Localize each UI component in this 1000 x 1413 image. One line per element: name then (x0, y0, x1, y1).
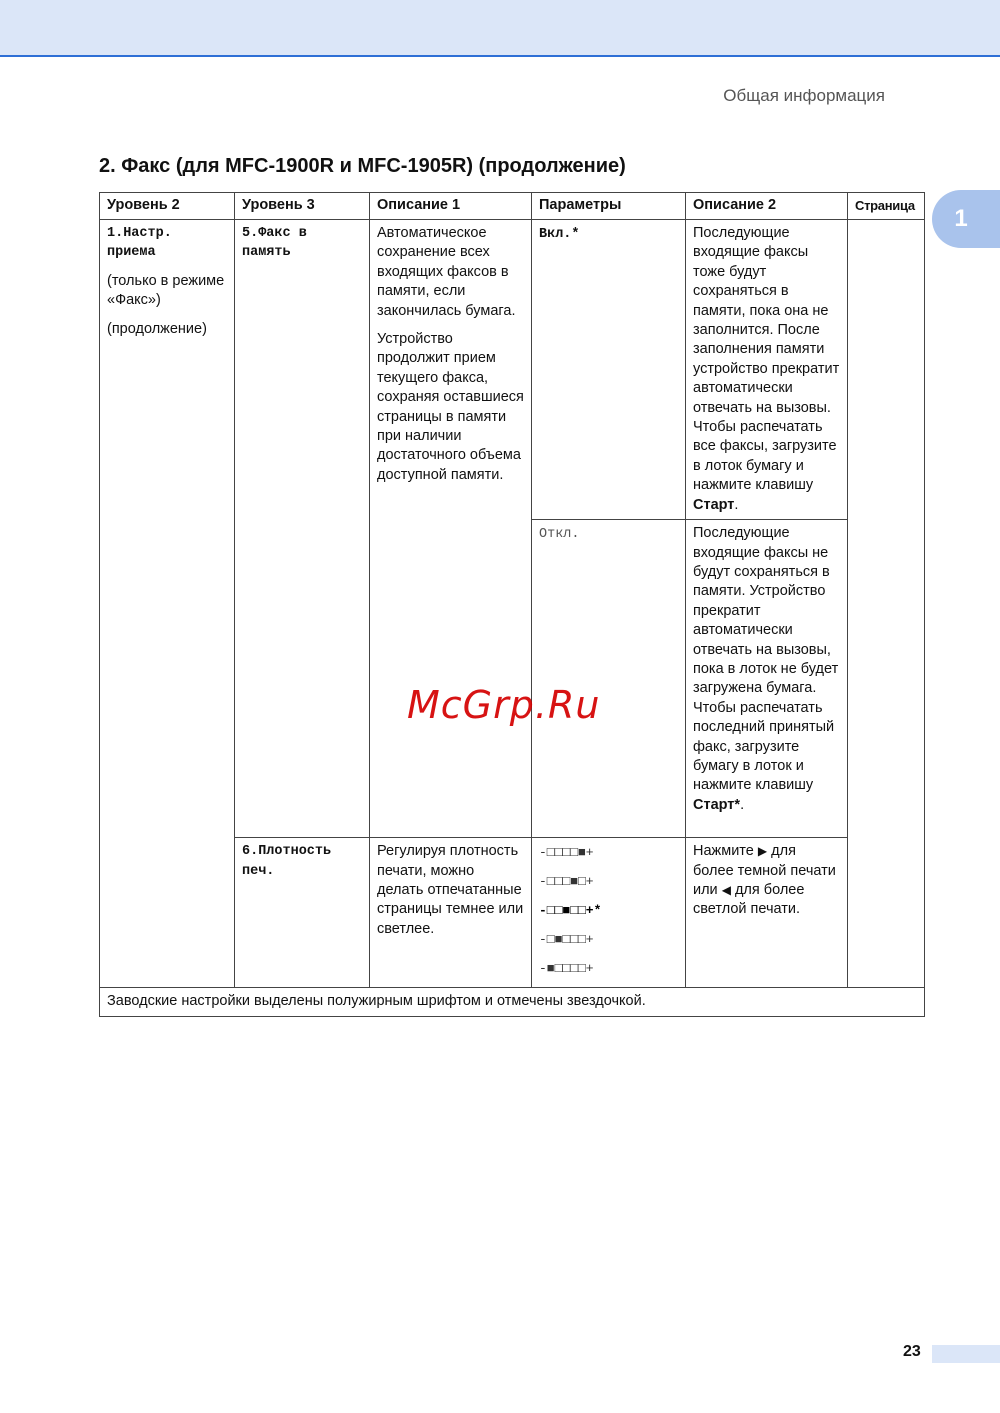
option-value: Вкл.* (539, 227, 580, 242)
description2-cell: Нажмите ▶ для более темной печати или ◀ для более светлой печати. (686, 838, 848, 988)
level2-name: 1.Настр. приема (107, 226, 172, 261)
section-title: 2. Факс (для MFC-1900R и MFC-1905R) (продолжение) (99, 155, 626, 177)
table-footer-row (100, 988, 925, 1016)
level2-cell (100, 220, 235, 988)
column-header: Описание 2 (686, 193, 848, 220)
running-header: Общая информация (723, 86, 885, 105)
description2-cell: Последующие входящие факсы тоже будут сохраняться в памяти, пока она не заполнится. После заполнения памяти устройство прекратит автоматически отвечать на вызовы. Чтобы распечатать все факсы, загрузите в лоток бумагу и нажмите клавишу Старт. (686, 220, 848, 520)
option-cell (532, 220, 686, 520)
table-footnote: Заводские настройки выделены полужирным шрифтом и отмечены звездочкой. (100, 988, 925, 1016)
page-cell (848, 220, 925, 988)
level2-note: (только в режиме «Факс») (107, 272, 225, 309)
density-option: -□□■□□+* (539, 903, 602, 919)
option-cell (532, 838, 686, 988)
column-header: Описание 1 (370, 193, 532, 220)
table-header-row (100, 193, 925, 220)
option-cell (532, 520, 686, 838)
chapter-tab: 1 (932, 190, 1000, 248)
density-option: -□□□□■+ (539, 845, 594, 861)
density-option: -□■□□□+ (539, 932, 594, 948)
key-name: Старт* (693, 796, 741, 813)
left-arrow-icon: ◀ (721, 882, 731, 897)
description1-cell (370, 220, 532, 838)
bottom-tab (932, 1345, 1000, 1363)
settings-table (99, 192, 925, 1017)
density-option: -■□□□□+ (539, 961, 594, 977)
table-row (100, 220, 925, 520)
level3-name: 5.Факс в память (242, 226, 307, 261)
page-number: 23 (903, 1343, 921, 1360)
column-header: Параметры (532, 193, 686, 220)
description-paragraph: Автоматическое сохранение всех входящих факсов в памяти, если закончилась бумага. (377, 225, 516, 319)
option-description: Последующие входящие факсы не будут сохраняться в памяти. Устройство прекратит автоматически отвечать на вызовы, пока в лоток не будет загружена бумага. Чтобы распечатать последний принятый факс, загрузите бумагу в лоток и нажмите клавишу (693, 525, 839, 794)
density-option: -□□□■□+ (539, 874, 594, 890)
level3-name: 6.Плотность печ. (242, 844, 332, 879)
right-arrow-icon: ▶ (757, 844, 768, 859)
level3-cell (235, 838, 370, 988)
key-name: Старт (693, 496, 735, 513)
level3-cell (235, 220, 370, 838)
level2-continued: (продолжение) (107, 320, 207, 337)
option-value: Откл. (539, 527, 580, 543)
description-paragraph: Устройство продолжит прием текущего факса, сохраняя оставшиеся страницы в памяти при наличии достаточного объема доступной памяти. (377, 331, 524, 483)
column-header: Страница (848, 193, 925, 220)
description2-cell: Последующие входящие факсы не будут сохраняться в памяти. Устройство прекратит автоматически отвечать на вызовы, пока в лоток не будет загружена бумага. Чтобы распечатать последний принятый факс, загрузите бумагу в лоток и нажмите клавишу Старт*. (686, 520, 848, 838)
description1-cell (370, 838, 532, 988)
column-header: Уровень 3 (235, 193, 370, 220)
description-paragraph: Регулируя плотность печати, можно делать отпечатанные страницы темнее или светлее. (377, 843, 524, 937)
watermark-text: McGrp.Ru (407, 683, 601, 727)
column-header: Уровень 2 (100, 193, 235, 220)
top-header-band (0, 0, 1000, 57)
option-description: Последующие входящие факсы тоже будут сохраняться в памяти, пока она не заполнится. После заполнения памяти устройство прекратит автоматически отвечать на вызовы. Чтобы распечатать все факсы, загрузите в лоток бумагу и нажмите клавишу (693, 225, 840, 494)
